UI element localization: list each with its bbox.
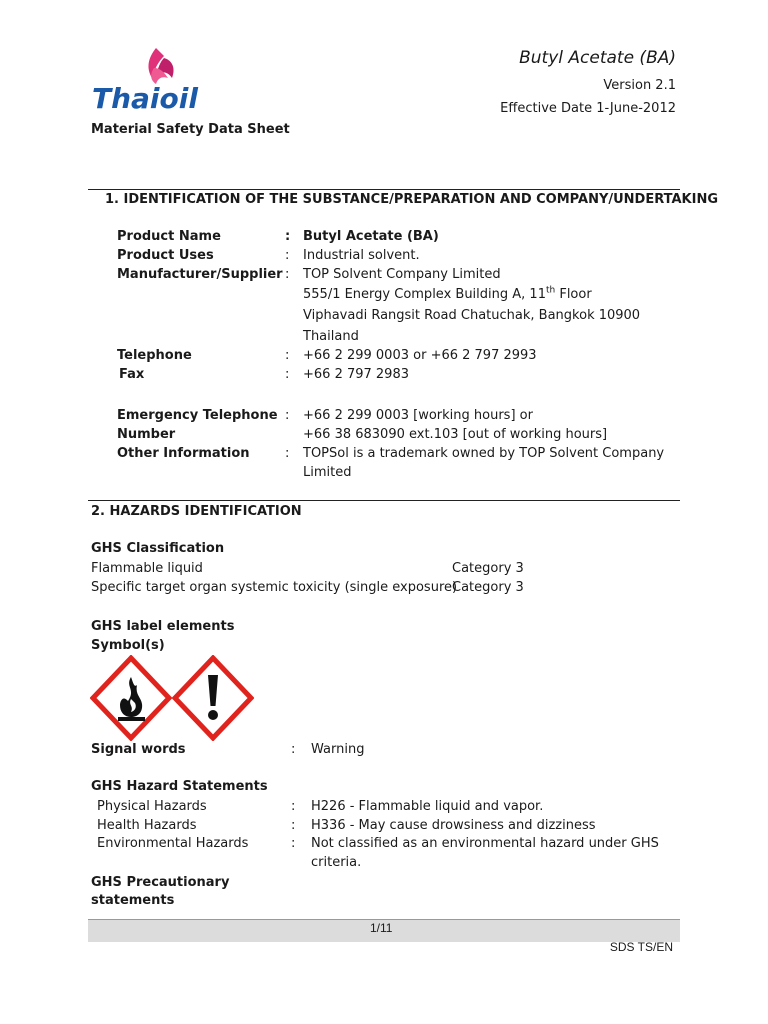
emergency-label-2: Number bbox=[117, 427, 176, 442]
ghs-classification-heading: GHS Classification bbox=[91, 541, 225, 556]
flame-pictogram bbox=[93, 658, 169, 738]
health-hazards-label: Health Hazards bbox=[97, 818, 197, 833]
document-type: Material Safety Data Sheet bbox=[91, 122, 290, 137]
class-row-category: Category 3 bbox=[452, 580, 524, 595]
class-row-label: Specific target organ systemic toxicity (single exposure) bbox=[91, 580, 458, 595]
emergency-value-2: +66 38 683090 ext.103 [out of working hours] bbox=[303, 427, 608, 442]
product-title: Butyl Acetate (BA) bbox=[519, 48, 676, 68]
colon: : bbox=[285, 267, 290, 282]
address-line-2: Viphavadi Rangsit Road Chatuchak, Bangkok 10900 bbox=[303, 308, 641, 323]
section-divider bbox=[88, 189, 680, 190]
other-info-label: Other Information bbox=[117, 446, 250, 461]
page-number: 1/11 bbox=[370, 921, 393, 935]
colon: : bbox=[285, 229, 291, 244]
health-hazards-value: H336 - May cause drowsiness and dizziness bbox=[311, 818, 596, 833]
manufacturer-label: Manufacturer/Supplier bbox=[117, 267, 283, 282]
colon: : bbox=[285, 446, 290, 461]
document-code: SDS TS/EN bbox=[609, 940, 673, 954]
colon: : bbox=[291, 799, 296, 814]
thaioil-logo bbox=[88, 46, 228, 116]
exclamation-pictogram bbox=[175, 658, 251, 738]
colon: : bbox=[291, 836, 296, 851]
section-divider bbox=[88, 500, 680, 501]
manufacturer-value: TOP Solvent Company Limited bbox=[303, 267, 501, 282]
colon: : bbox=[285, 367, 290, 382]
section2-heading: 2. HAZARDS IDENTIFICATION bbox=[91, 504, 302, 519]
address-line-1: 555/1 Energy Complex Building A, 11th Floor bbox=[303, 285, 592, 302]
class-row-label: Flammable liquid bbox=[91, 561, 203, 576]
colon: : bbox=[291, 742, 296, 757]
signal-words-label: Signal words bbox=[91, 742, 186, 757]
colon: : bbox=[285, 248, 290, 263]
class-row-category: Category 3 bbox=[452, 561, 524, 576]
telephone-value: +66 2 299 0003 or +66 2 797 2993 bbox=[303, 348, 537, 363]
signal-words-value: Warning bbox=[311, 742, 365, 757]
product-name-value: Butyl Acetate (BA) bbox=[303, 229, 439, 244]
other-info-value-2: Limited bbox=[303, 465, 352, 480]
logo-text: Thaioil bbox=[92, 82, 198, 115]
effective-date: Effective Date 1-June-2012 bbox=[500, 101, 676, 116]
precautionary-heading-1: GHS Precautionary bbox=[91, 875, 230, 890]
fax-label: Fax bbox=[119, 367, 145, 382]
colon: : bbox=[291, 818, 296, 833]
colon: : bbox=[285, 348, 290, 363]
product-uses-value: Industrial solvent. bbox=[303, 248, 420, 263]
physical-hazards-value: H226 - Flammable liquid and vapor. bbox=[311, 799, 544, 814]
colon: : bbox=[285, 408, 290, 423]
product-uses-label: Product Uses bbox=[117, 248, 214, 263]
telephone-label: Telephone bbox=[117, 348, 192, 363]
ghs-pictograms bbox=[90, 655, 254, 741]
fax-value: +66 2 797 2983 bbox=[303, 367, 409, 382]
environmental-hazards-label: Environmental Hazards bbox=[97, 836, 249, 851]
version: Version 2.1 bbox=[603, 78, 676, 93]
environmental-hazards-value-1: Not classified as an environmental hazard under GHS bbox=[311, 836, 659, 851]
label-elements-heading: GHS label elements bbox=[91, 619, 235, 634]
emergency-value-1: +66 2 299 0003 [working hours] or bbox=[303, 408, 533, 423]
symbols-heading: Symbol(s) bbox=[91, 638, 165, 653]
section1-heading: 1. IDENTIFICATION OF THE SUBSTANCE/PREPARATION AND COMPANY/UNDERTAKING bbox=[105, 192, 719, 207]
precautionary-heading-2: statements bbox=[91, 893, 175, 908]
other-info-value-1: TOPSol is a trademark owned by TOP Solvent Company bbox=[303, 446, 665, 461]
product-name-label: Product Name bbox=[117, 229, 221, 244]
emergency-label: Emergency Telephone bbox=[117, 408, 278, 423]
hazard-statements-heading: GHS Hazard Statements bbox=[91, 779, 268, 794]
environmental-hazards-value-2: criteria. bbox=[311, 855, 362, 870]
address-line-3: Thailand bbox=[303, 329, 359, 344]
physical-hazards-label: Physical Hazards bbox=[97, 799, 207, 814]
